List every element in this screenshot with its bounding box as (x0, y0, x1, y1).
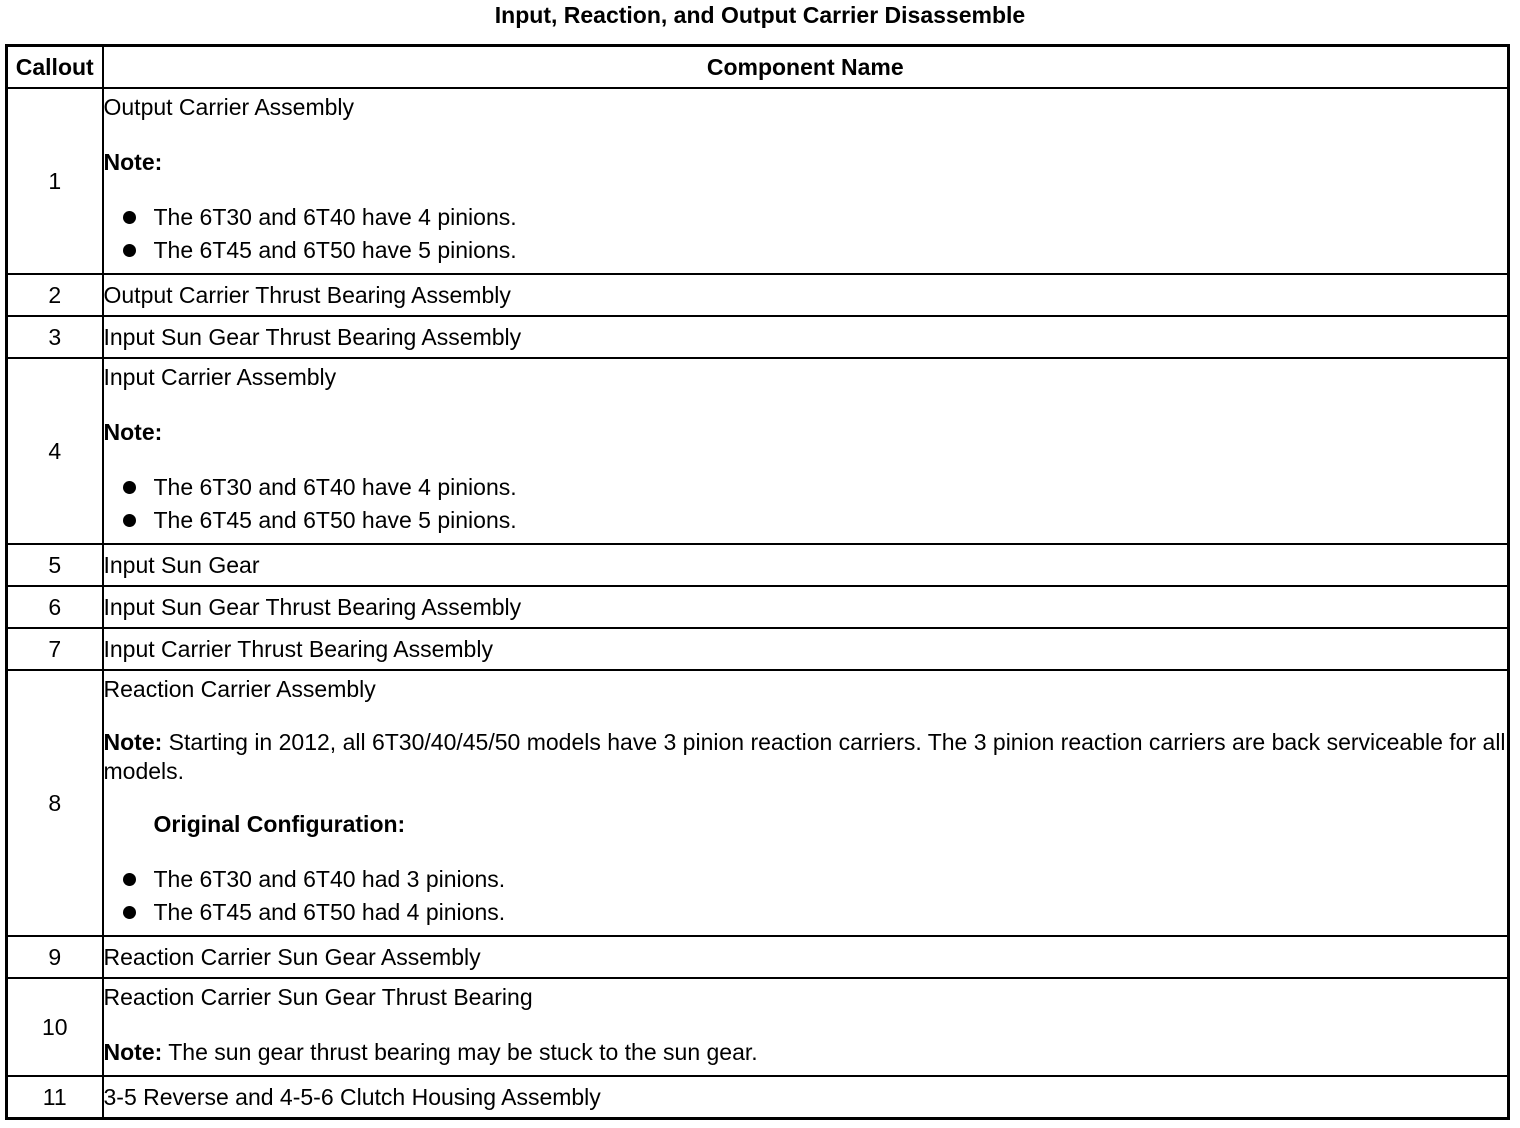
component-cell (103, 978, 1509, 1076)
bullet-icon (123, 873, 136, 886)
callout-cell: 4 (7, 358, 103, 544)
component-name: Output Carrier Thrust Bearing Assembly (103, 282, 511, 308)
callout-cell: 3 (7, 316, 103, 358)
list-item: The 6T45 and 6T50 have 5 pinions. (104, 234, 1508, 267)
bullet-icon (123, 211, 136, 224)
note-paragraph (104, 728, 1508, 786)
component-name: Input Sun Gear Thrust Bearing Assembly (103, 324, 522, 350)
component-cell (103, 88, 1509, 274)
callout-cell: 9 (7, 936, 103, 978)
component-name: Reaction Carrier Sun Gear Assembly (103, 944, 481, 970)
table-row (7, 1076, 1509, 1119)
callout-cell: 6 (7, 586, 103, 628)
component-name-header: Component Name (103, 46, 1509, 89)
callout-cell: 8 (7, 670, 103, 936)
component-name: Input Carrier Thrust Bearing Assembly (103, 636, 493, 662)
component-name: 3-5 Reverse and 4-5-6 Clutch Housing Assembly (103, 1084, 601, 1110)
sub-heading: Original Configuration: (153, 811, 406, 837)
list-item: The 6T30 and 6T40 have 4 pinions. (104, 201, 1508, 234)
list-item: The 6T30 and 6T40 have 4 pinions. (104, 471, 1508, 504)
note-bullet-list (104, 201, 1508, 267)
component-cell (103, 544, 1509, 586)
table-row (7, 88, 1509, 274)
table-row (7, 936, 1509, 978)
list-item: The 6T45 and 6T50 had 4 pinions. (104, 896, 1508, 929)
callout-cell: 7 (7, 628, 103, 670)
bullet-icon (123, 481, 136, 494)
table-row (7, 978, 1509, 1076)
component-name: Reaction Carrier Assembly (103, 676, 376, 702)
component-cell (103, 358, 1509, 544)
callout-cell: 1 (7, 88, 103, 274)
table-row (7, 628, 1509, 670)
component-cell (103, 316, 1509, 358)
callout-cell: 5 (7, 544, 103, 586)
component-cell (103, 274, 1509, 316)
table-row (7, 358, 1509, 544)
page-title: Input, Reaction, and Output Carrier Disassemble (494, 2, 1026, 28)
component-name: Output Carrier Assembly (103, 94, 355, 120)
note-label: Note: (103, 419, 163, 445)
component-name: Input Sun Gear (103, 552, 260, 578)
note-label: Note: (103, 149, 163, 175)
table-row (7, 544, 1509, 586)
bullet-icon (123, 906, 136, 919)
component-cell (103, 586, 1509, 628)
table-row (7, 670, 1509, 936)
note-text: Starting in 2012, all 6T30/40/45/50 models have 3 pinion reaction carriers. The 3 pinion reaction carriers are back serviceable for all models. (103, 729, 1506, 784)
component-cell (103, 1076, 1509, 1119)
component-cell (103, 936, 1509, 978)
component-name: Reaction Carrier Sun Gear Thrust Bearing (103, 984, 533, 1010)
note-label: Note: (103, 729, 163, 755)
callout-header: Callout (7, 46, 103, 89)
bullet-icon (123, 514, 136, 527)
note-paragraph (104, 1036, 1508, 1069)
component-cell (103, 628, 1509, 670)
note-bullet-list (104, 863, 1508, 929)
component-name: Input Sun Gear Thrust Bearing Assembly (103, 594, 522, 620)
note-bullet-list (104, 471, 1508, 537)
callout-cell: 2 (7, 274, 103, 316)
component-cell (103, 670, 1509, 936)
callout-cell: 10 (7, 978, 103, 1076)
components-table (5, 44, 1510, 1120)
table-header-row (7, 46, 1509, 89)
list-item: The 6T45 and 6T50 have 5 pinions. (104, 504, 1508, 537)
table-row (7, 586, 1509, 628)
note-text: The sun gear thrust bearing may be stuck to the sun gear. (162, 1039, 758, 1065)
table-row (7, 274, 1509, 316)
list-item: The 6T30 and 6T40 had 3 pinions. (104, 863, 1508, 896)
bullet-icon (123, 244, 136, 257)
callout-cell: 11 (7, 1076, 103, 1119)
component-name: Input Carrier Assembly (103, 364, 337, 390)
note-label: Note: (103, 1039, 163, 1065)
table-row (7, 316, 1509, 358)
